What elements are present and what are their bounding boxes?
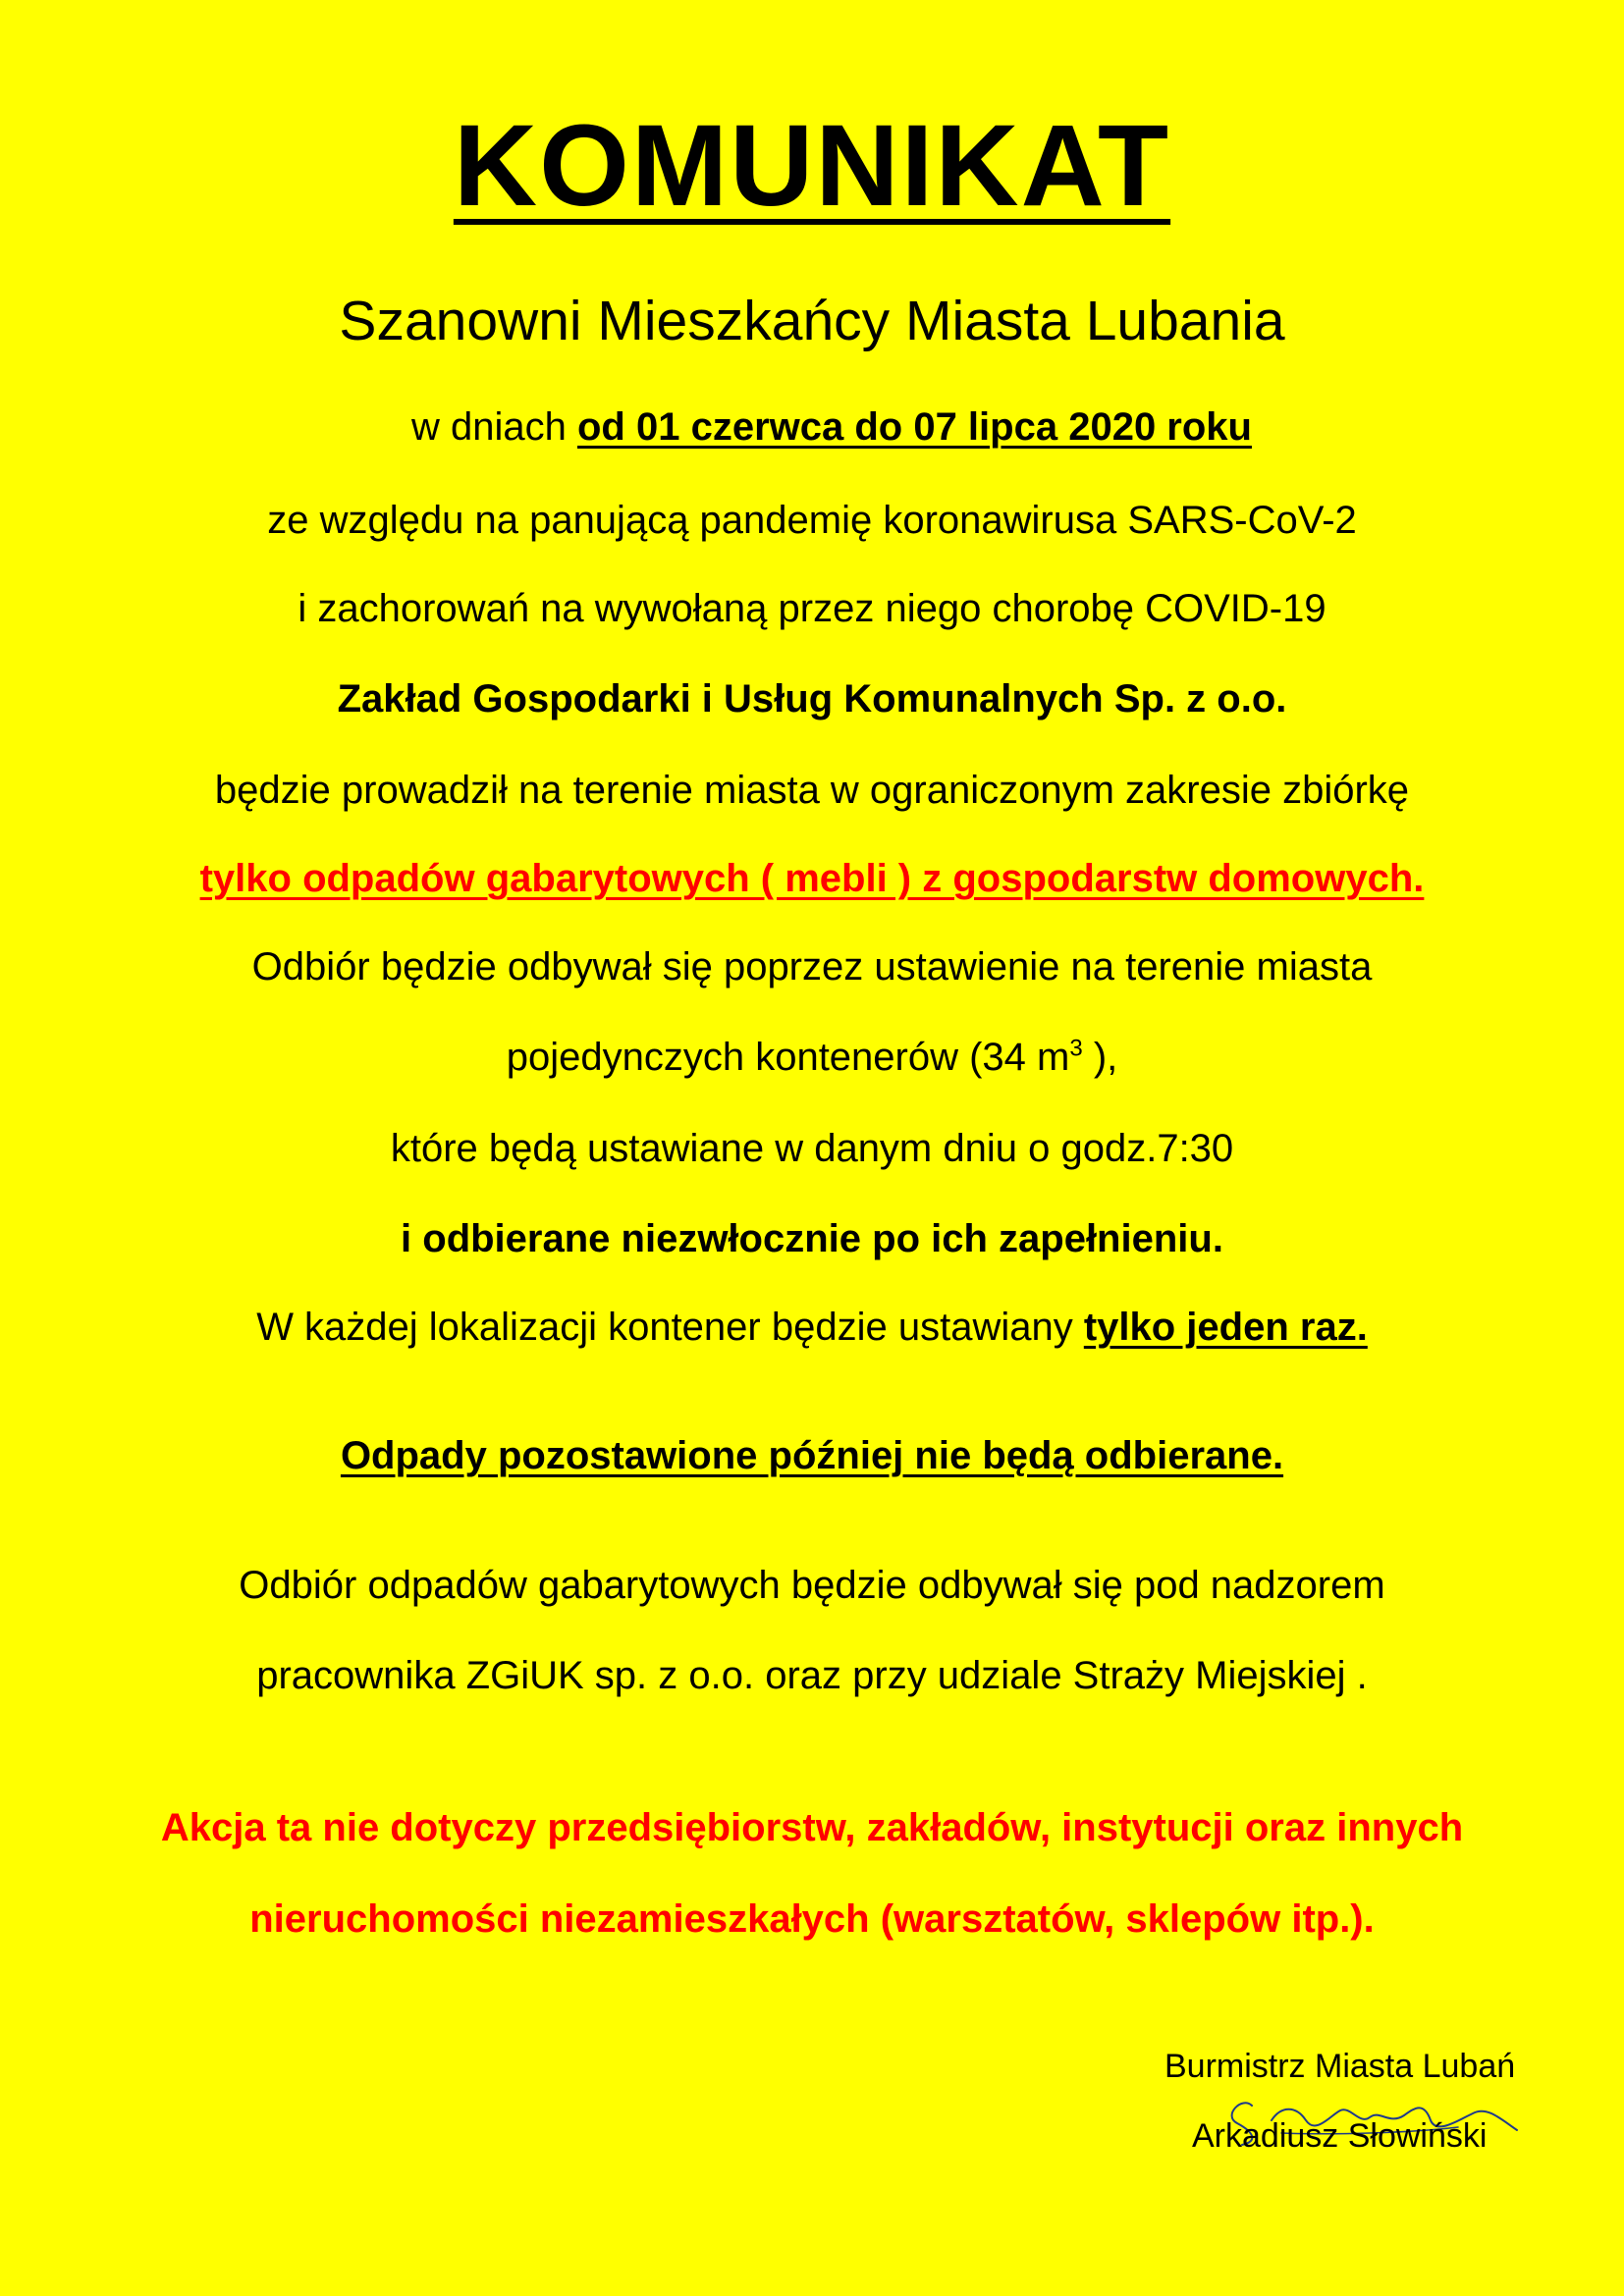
page-title: KOMUNIKAT	[453, 101, 1171, 231]
container-text: pojedynczych kontenerów (34 m	[506, 1036, 1070, 1079]
company-name: Zakład Gospodarki i Usług Komunalnych Sp. z o.o.	[337, 677, 1287, 721]
signature-name: Arkadiusz Słowiński	[1192, 2117, 1488, 2155]
pickup-line-1: Odbiór będzie odbywał się poprzez ustawienie na terenie miasta	[251, 945, 1373, 988]
container-line	[0, 1033, 1624, 1082]
exclusion-line-1: Akcja ta nie dotyczy przedsiębiorstw, zakładów, instytucji oraz innych	[160, 1806, 1464, 1849]
once-prefix: W każdej lokalizacji kontener będzie ustawiany	[256, 1306, 1084, 1349]
supervision-line-1: Odbiór odpadów gabarytowych będzie odbywał się pod nadzorem	[239, 1564, 1385, 1607]
date-range-line	[0, 402, 1624, 452]
exclusion-line-2: nieruchomości niezamieszkałych (warsztatów, sklepów itp.).	[249, 1897, 1375, 1941]
once-line	[0, 1303, 1624, 1352]
once-emph: tylko jeden raz.	[1083, 1306, 1368, 1349]
warning-line: Odpady pozostawione później nie będą odbierane.	[340, 1434, 1284, 1477]
removal-line: i odbierane niezwłocznie po ich zapełnieniu.	[401, 1217, 1223, 1260]
supervision-line-2: pracownika ZGiUK sp. z o.o. oraz przy udziale Straży Miejskiej .	[256, 1654, 1368, 1697]
date-range: od 01 czerwca do 07 lipca 2020 roku	[576, 405, 1252, 449]
reason-line-1: ze względu na panującą pandemię koronawirusa SARS-CoV-2	[267, 499, 1357, 542]
cubic-sup: 3	[1069, 1035, 1083, 1062]
date-range-prefix: w dniach	[411, 405, 577, 449]
reason-line-2: i zachorowań na wywołaną przez niego chorobę COVID-19	[298, 587, 1326, 630]
collection-line: będzie prowadził na terenie miasta w ograniczonym zakresie zbiórkę	[214, 769, 1410, 812]
container-suffix: ),	[1082, 1036, 1118, 1079]
greeting: Szanowni Mieszkańcy Miasta Lubania	[339, 290, 1285, 352]
signature-role: Burmistrz Miasta Lubań	[1164, 2048, 1516, 2085]
time-line: które będą ustawiane w danym dniu o godz.7:30	[390, 1127, 1234, 1170]
waste-type-line: tylko odpadów gabarytowych ( mebli ) z gospodarstw domowych.	[199, 857, 1425, 900]
